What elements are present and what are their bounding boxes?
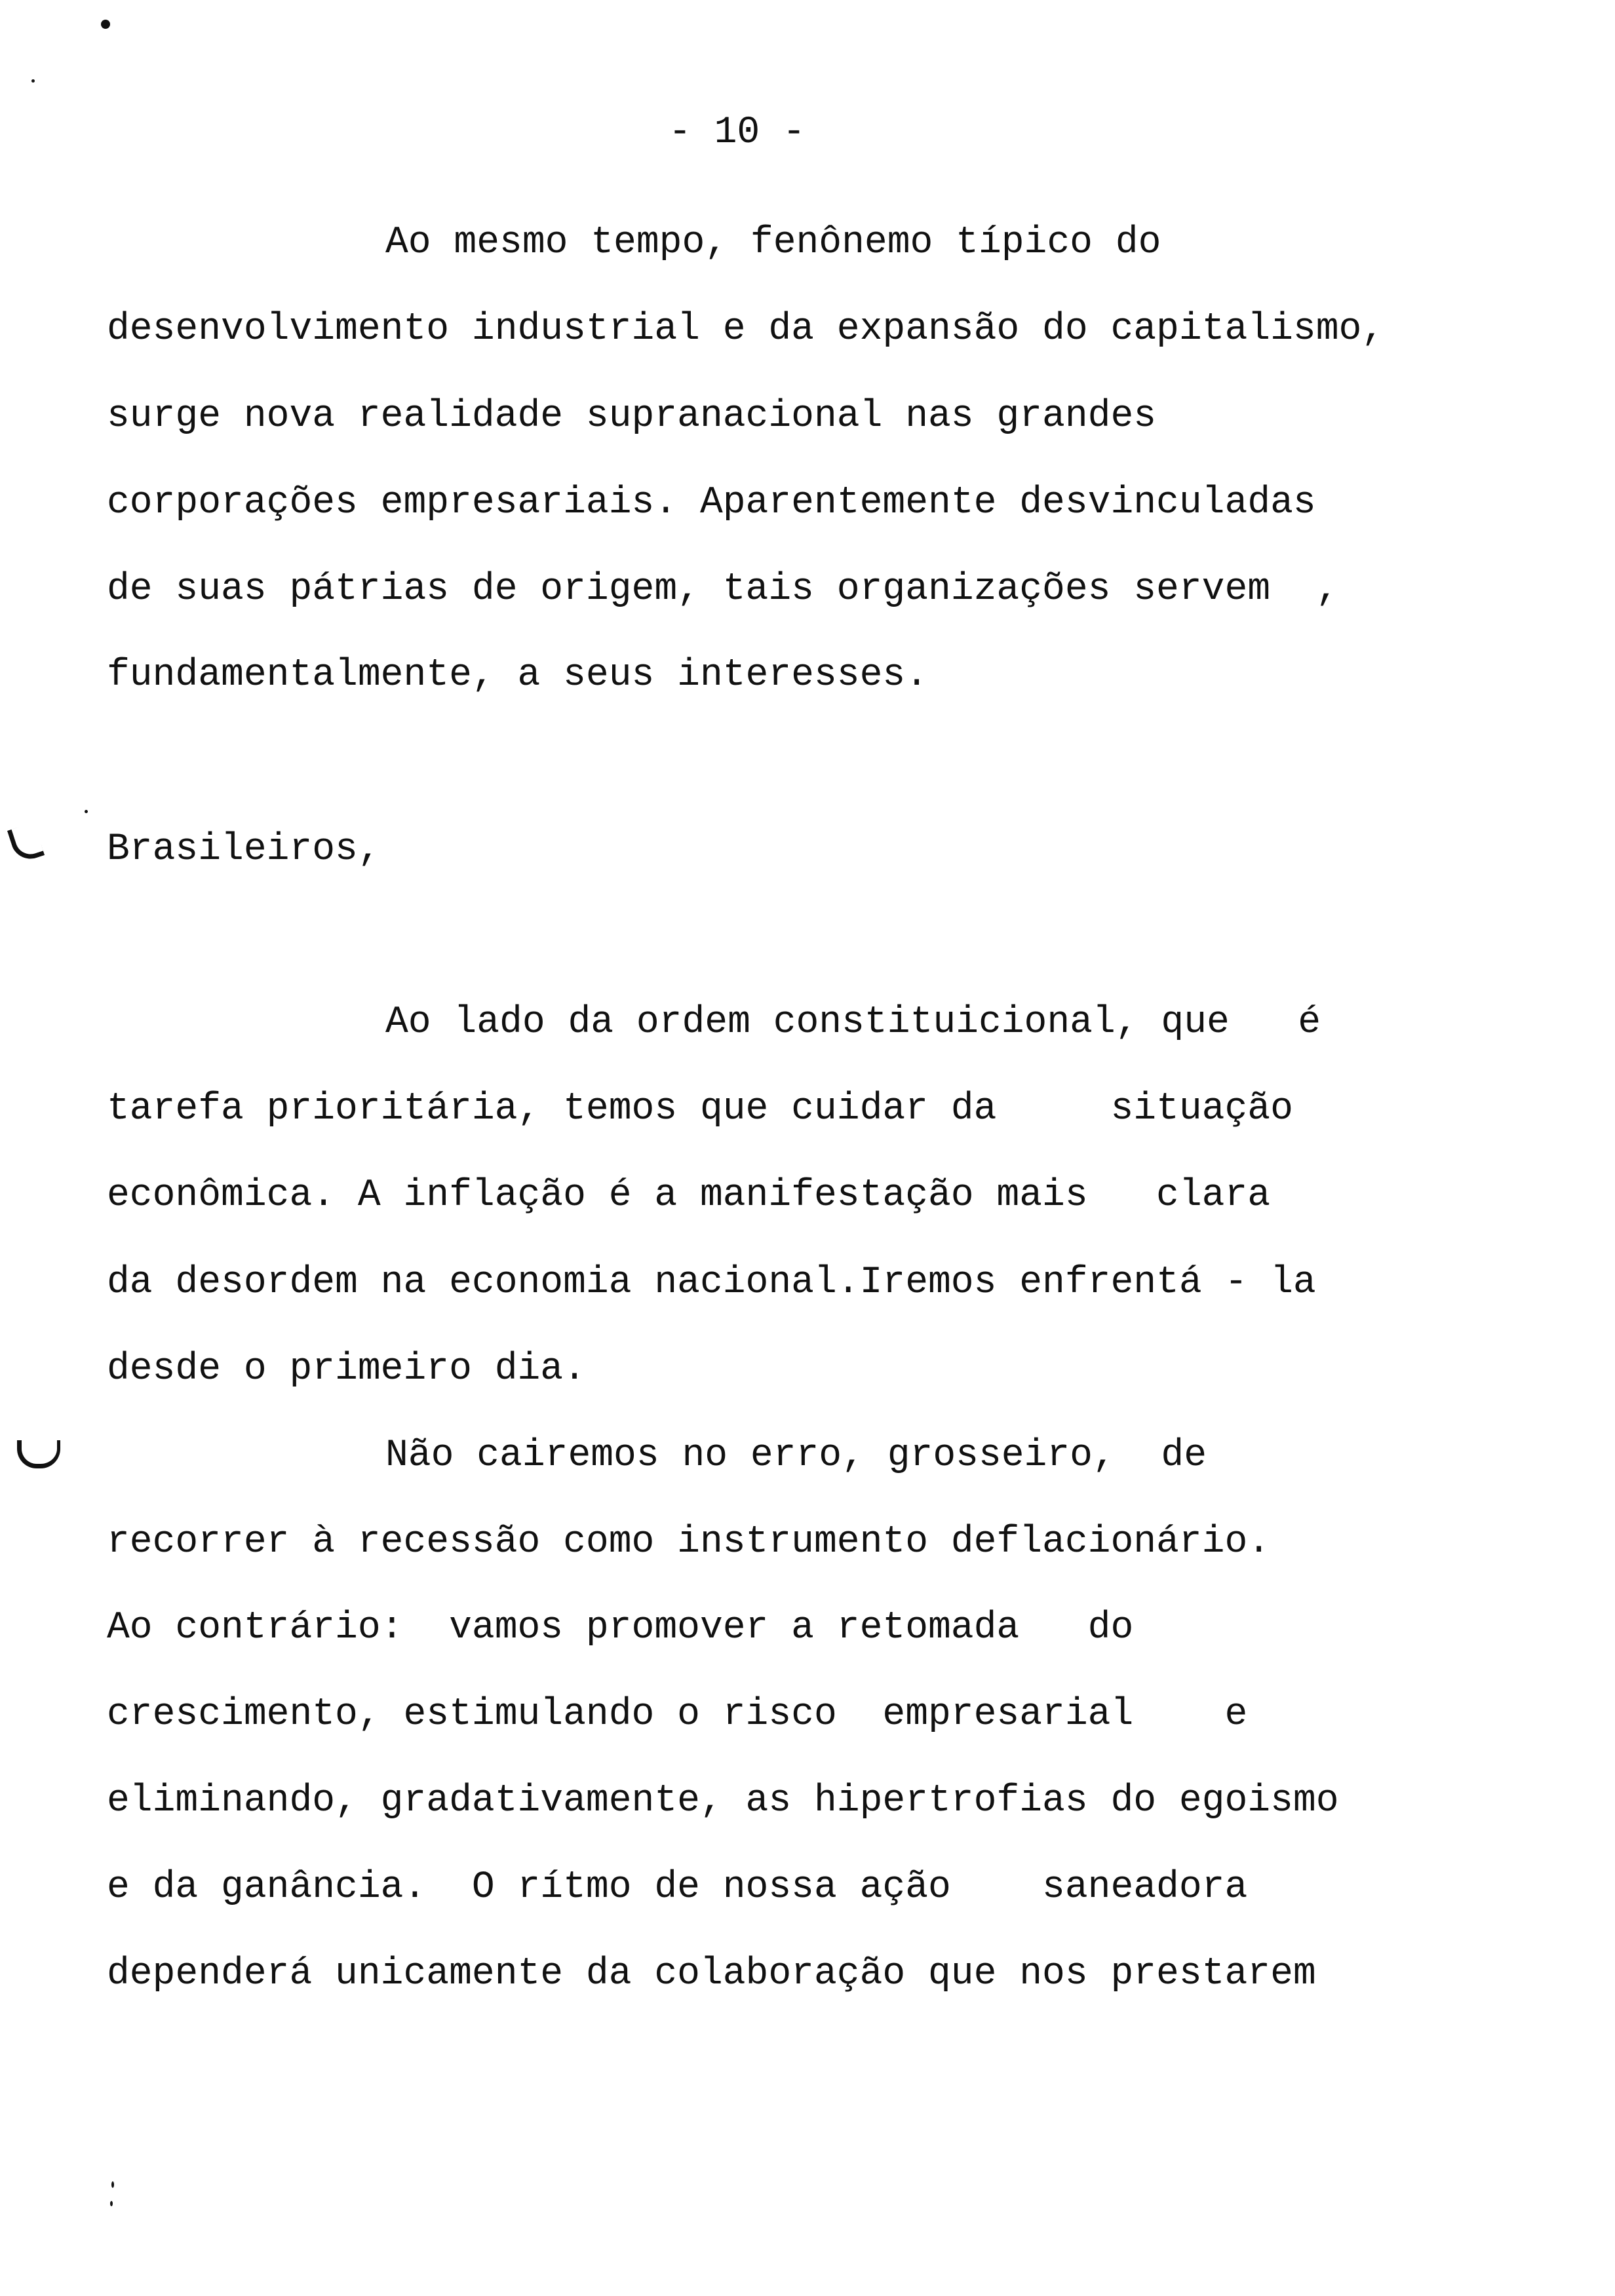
- paragraph-1-line-2: desenvolvimento industrial e da expansão do capitalismo,: [107, 308, 1385, 351]
- paragraph-3-line-7: dependerá unicamente da colaboração que nos prestarem: [107, 1953, 1316, 1995]
- paragraph-1-line-6: fundamentalmente, a seus interesses.: [107, 654, 929, 697]
- paragraph-3-line-5: eliminando, gradativamente, as hipertrofias do egoismo: [107, 1780, 1339, 1822]
- page-number: - 10 -: [669, 111, 806, 154]
- paragraph-3-line-6: e da ganância. O rítmo de nossa ação saneadora: [107, 1866, 1248, 1909]
- paragraph-1-line-3: surge nova realidade supranacional nas grandes: [107, 395, 1157, 438]
- paragraph-3-line-3: Ao contrário: vamos promover a retomada do: [107, 1607, 1134, 1649]
- paragraph-3-line-1: Não cairemos no erro, grosseiro, de: [385, 1434, 1207, 1477]
- salutation: Brasileiros,: [107, 828, 381, 871]
- paragraph-2-line-3: econômica. A inflação é a manifestação mais clara: [107, 1174, 1271, 1217]
- paragraph-2-line-5: desde o primeiro dia.: [107, 1348, 586, 1390]
- handwritten-arc-mark: [7, 822, 45, 864]
- paragraph-1-line-5: de suas pátrias de origem, tais organizações servem ,: [107, 568, 1339, 611]
- paragraph-3-line-2: recorrer à recessão como instrumento deflacionário.: [107, 1521, 1271, 1563]
- paragraph-1-line-4: corporações empresariais. Aparentemente desvinculadas: [107, 482, 1316, 524]
- paragraph-1-line-1: Ao mesmo tempo, fenônemo típico do: [385, 221, 1161, 264]
- ink-dot-mark: [101, 20, 110, 29]
- paragraph-2-line-4: da desordem na economia nacional.Iremos enfrentá - la: [107, 1261, 1316, 1304]
- ink-speck-mark: [111, 2181, 114, 2188]
- paragraph-2-line-1: Ao lado da ordem constituicional, que é: [385, 1001, 1321, 1044]
- ink-speck-mark: [85, 810, 88, 813]
- ink-speck-mark: [31, 79, 35, 83]
- paragraph-3-line-4: crescimento, estimulando o risco empresarial e: [107, 1693, 1248, 1736]
- paragraph-2-line-2: tarefa prioritária, temos que cuidar da situação: [107, 1088, 1293, 1130]
- ink-speck-mark: [110, 2201, 113, 2206]
- handwritten-arc-mark: [17, 1440, 60, 1468]
